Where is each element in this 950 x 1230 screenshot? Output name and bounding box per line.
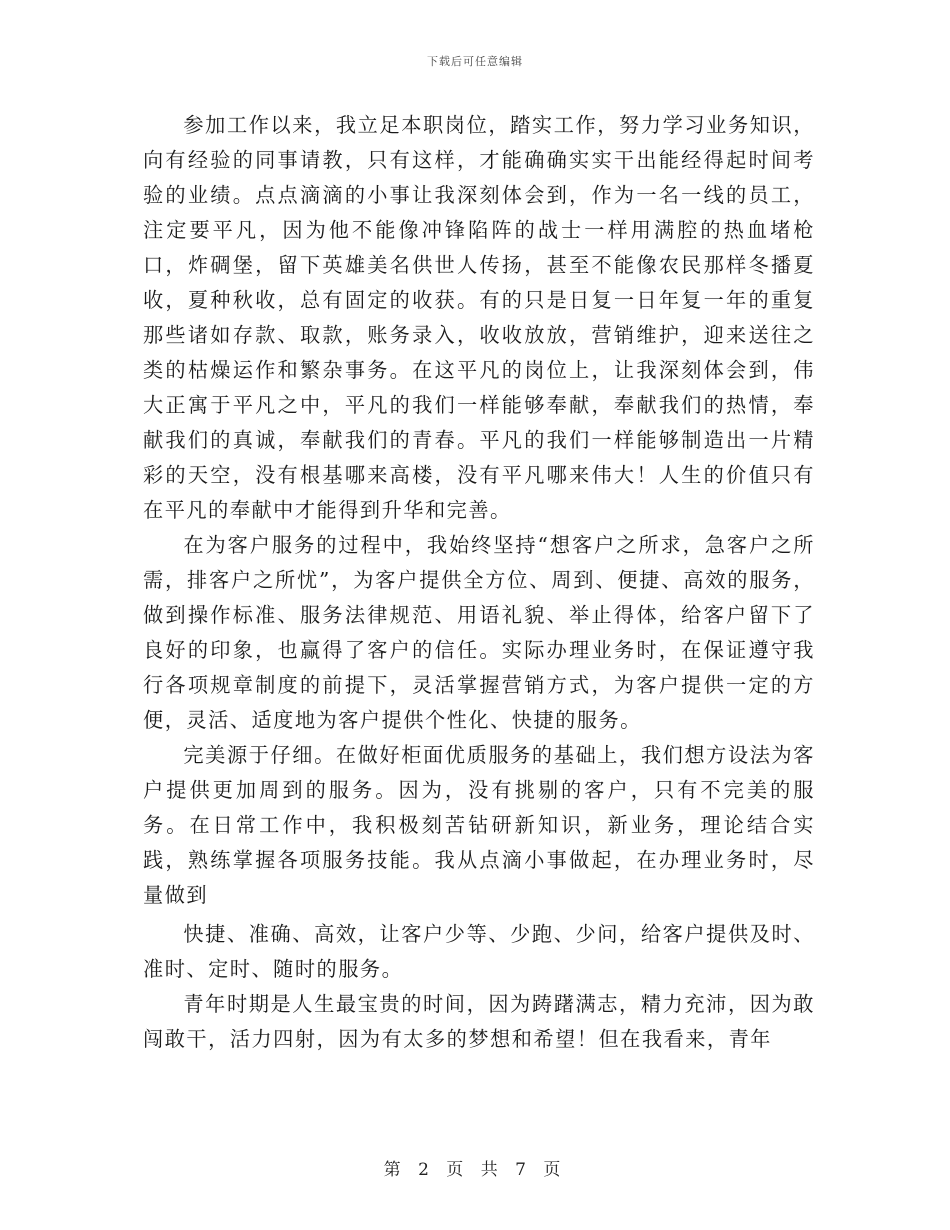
document-body [143, 108, 815, 1057]
paragraph: 参加工作以来，我立足本职岗位，踏实工作，努力学习业务知识，向有经验的同事请教，只有这样，才能确确实实干出能经得起时间考验的业绩。点点滴滴的小事让我深刻体会到，作为一名一线的员工，注定要平凡，因为他不能像冲锋陷阵的战士一样用满腔的热血堵枪口，炸碉堡，留下英雄美名供世人传扬，甚至不能像农民那样冬播夏收，夏种秋收，总有固定的收获。有的只是日复一日年复一年的重复那些诸如存款、取款，账务录入，收收放放，营销维护，迎来送往之类的枯燥运作和繁杂事务。在这平凡的岗位上，让我深刻体会到，伟大正寓于平凡之中，平凡的我们一样能够奉献，奉献我们的热情，奉献我们的真诚，奉献我们的青春。平凡的我们一样能够制造出一片精彩的天空，没有根基哪来高楼，没有平凡哪来伟大！人生的价值只有在平凡的奉献中才能得到升华和完善。 [143, 113, 815, 522]
paragraph: 快捷、准确、高效，让客户少等、少跑、少问，给客户提供及时、准时、定时、随时的服务。 [143, 922, 815, 981]
paragraph: 青年时期是人生最宝贵的时间，因为踌躇满志，精力充沛，因为敢闯敢干，活力四射，因为有太多的梦想和希望！但在我看来，青年 [143, 992, 815, 1051]
paragraph: 完美源于仔细。在做好柜面优质服务的基础上，我们想方设法为客户提供更加周到的服务。因为，没有挑剔的客户，只有不完美的服务。在日常工作中，我积极刻苦钻研新知识，新业务，理论结合实践，熟练掌握各项服务技能。我从点滴小事做起，在办理业务时，尽量做到 [143, 743, 815, 907]
paragraph: 在为客户服务的过程中，我始终坚持“想客户之所求，急客户之所需，排客户之所忧”，为客户提供全方位、周到、便捷、高效的服务，做到操作标准、服务法律规范、用语礼貌、举止得体，给客户留下了良好的印象，也赢得了客户的信任。实际办理业务时，在保证遵守我行各项规章制度的前提下，灵活掌握营销方式，为客户提供一定的方便，灵活、适度地为客户提供个性化、快捷的服务。 [143, 533, 815, 732]
page-header: 下载后可任意编辑 [427, 55, 523, 68]
page-number: 第 2 页 共 7 页 [383, 1160, 567, 1180]
